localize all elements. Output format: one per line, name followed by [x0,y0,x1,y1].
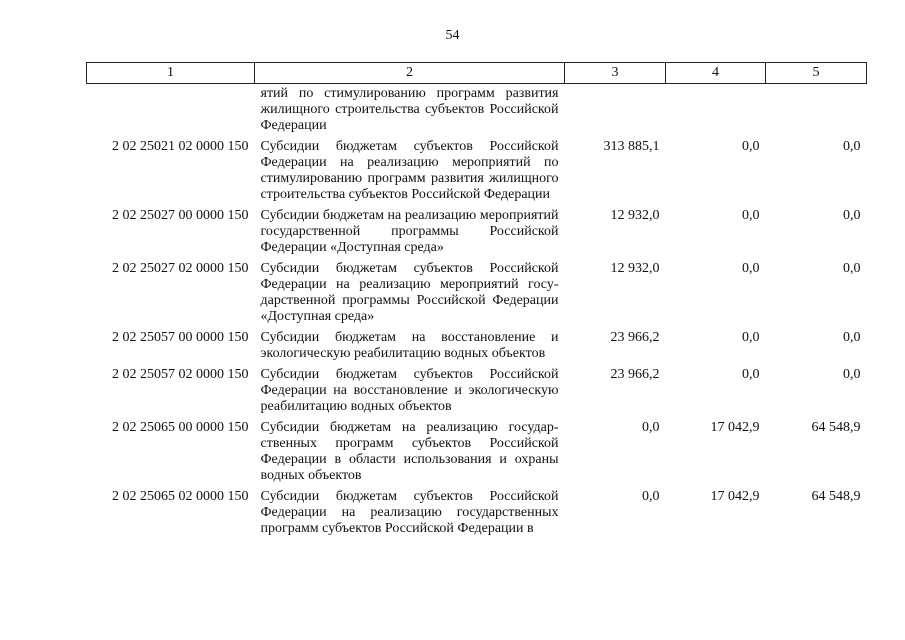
row-name: Субсидии бюджетам на реализацию мероприятий государственной программы Российской Федерации «Доступная среда» [260,208,559,255]
row-name: Субсидии бюджетам субъектов Российской Федерации на реализацию мероприятий по стимулированию программ развития жилищного строительства субъектов Российской Федерации [260,139,559,202]
row-value-4: 0,0 [742,261,760,276]
row-code: 2 02 25065 00 0000 150 [112,420,249,435]
row-value-4: 17 042,9 [710,420,760,435]
table-row [87,489,867,542]
column-header-2: 2 [255,63,565,84]
row-value-5: 0,0 [843,261,861,276]
row-code: 2 02 25027 00 0000 150 [112,208,249,223]
row-code: 2 02 25021 02 0000 150 [112,139,249,154]
row-value-3: 12 932,0 [610,208,660,223]
row-value-3: 23 966,2 [610,367,660,382]
row-code: 2 02 25027 02 0000 150 [112,261,249,276]
table-row [87,330,867,367]
row-value-5: 64 548,9 [811,489,861,504]
row-name: Субсидии бюджетам субъектов Российской Федерации на восстановление и экологическую реабилитацию водных объектов [260,367,559,414]
column-header-5: 5 [766,63,867,84]
row-code: 2 02 25057 02 0000 150 [112,367,249,382]
row-value-4: 0,0 [742,330,760,345]
table-row [87,84,867,140]
column-header-4: 4 [666,63,766,84]
row-value-3: 23 966,2 [610,330,660,345]
table-row [87,208,867,261]
row-value-4: 0,0 [742,208,760,223]
row-value-3: 12 932,0 [610,261,660,276]
row-value-4: 0,0 [742,139,760,154]
row-code: 2 02 25057 00 0000 150 [112,330,249,345]
row-value-3: 313 885,1 [603,139,660,154]
row-value-5: 64 548,9 [811,420,861,435]
table-row [87,420,867,489]
row-value-3: 0,0 [642,420,660,435]
table-header-row [87,63,867,84]
budget-table [86,62,867,542]
table-row [87,261,867,330]
row-value-4: 0,0 [742,367,760,382]
column-header-3: 3 [565,63,666,84]
row-value-4: 17 042,9 [710,489,760,504]
row-name: ятий по стимулированию программ развития жилищного строительства субъектов Российской Федерации [260,86,559,133]
row-value-5: 0,0 [843,367,861,382]
row-name: Субсидии бюджетам на восстановление и экологическую реабилитацию водных объектов [260,330,559,361]
table-row [87,139,867,208]
row-value-5: 0,0 [843,139,861,154]
column-header-1: 1 [87,63,255,84]
row-value-5: 0,0 [843,330,861,345]
row-code: 2 02 25065 02 0000 150 [112,489,249,504]
row-value-4 [666,84,766,140]
row-value-3: 0,0 [642,489,660,504]
row-name: Субсидии бюджетам субъектов Российской Федерации на реализацию мероприятий государственной программы Российской Федерации «Доступная среда» [260,261,559,324]
row-value-5 [766,84,867,140]
row-value-3 [565,84,666,140]
row-name: Субсидии бюджетам субъектов Российской Федерации на реализацию государственных программ субъектов Российской Федерации в [260,489,559,536]
page-number: 54 [445,28,460,43]
table-row [87,367,867,420]
row-name: Субсидии бюджетам на реализацию государственных программ субъектов Российской Федерации в области использования и охраны водных объектов [260,420,559,483]
row-code [87,84,255,140]
row-value-5: 0,0 [843,208,861,223]
